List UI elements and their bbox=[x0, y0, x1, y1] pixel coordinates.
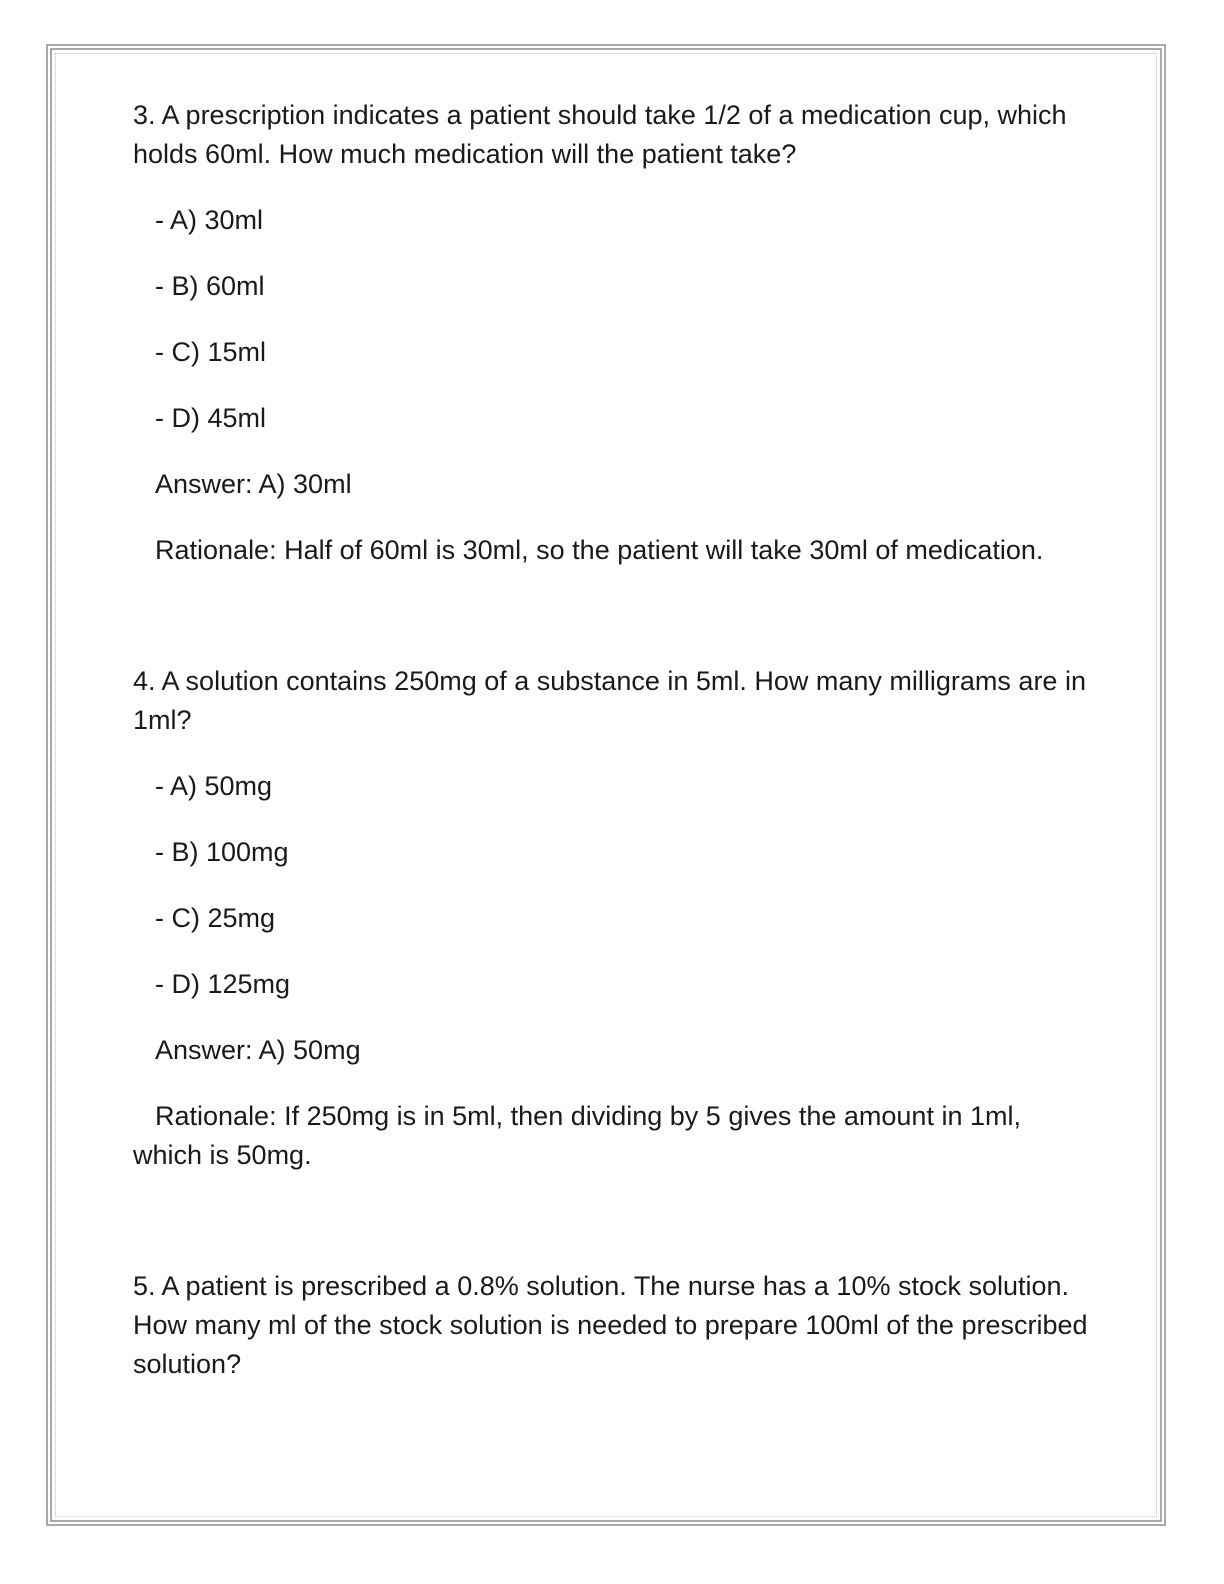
option-d: - D) 125mg bbox=[155, 969, 291, 999]
options-list bbox=[133, 767, 1093, 1004]
option-a: - A) 30ml bbox=[155, 205, 264, 235]
document-content bbox=[133, 96, 1093, 1384]
question-text: 5. A patient is prescribed a 0.8% solution. The nurse has a 10% stock solution. How many ml of the stock solution is needed to prepare 100ml of the prescribed solution? bbox=[133, 1271, 1088, 1379]
rationale: Rationale: If 250mg is in 5ml, then dividing by 5 gives the amount in 1ml, which is 50mg. bbox=[133, 1101, 1021, 1170]
option-b: - B) 100mg bbox=[155, 837, 289, 867]
options-list bbox=[133, 201, 1093, 438]
question-4 bbox=[133, 662, 1093, 1175]
question-text: 3. A prescription indicates a patient should take 1/2 of a medication cup, which holds 60ml. How much medication will the patient take? bbox=[133, 100, 1067, 169]
rationale: Rationale: Half of 60ml is 30ml, so the patient will take 30ml of medication. bbox=[155, 535, 1044, 565]
question-text: 4. A solution contains 250mg of a substance in 5ml. How many milligrams are in 1ml? bbox=[133, 666, 1086, 735]
option-d: - D) 45ml bbox=[155, 403, 267, 433]
question-3 bbox=[133, 96, 1093, 570]
option-c: - C) 15ml bbox=[155, 337, 267, 367]
option-b: - B) 60ml bbox=[155, 271, 265, 301]
option-a: - A) 50mg bbox=[155, 771, 273, 801]
answer: Answer: A) 30ml bbox=[155, 469, 352, 499]
answer: Answer: A) 50mg bbox=[155, 1035, 361, 1065]
question-5 bbox=[133, 1267, 1093, 1384]
option-c: - C) 25mg bbox=[155, 903, 276, 933]
